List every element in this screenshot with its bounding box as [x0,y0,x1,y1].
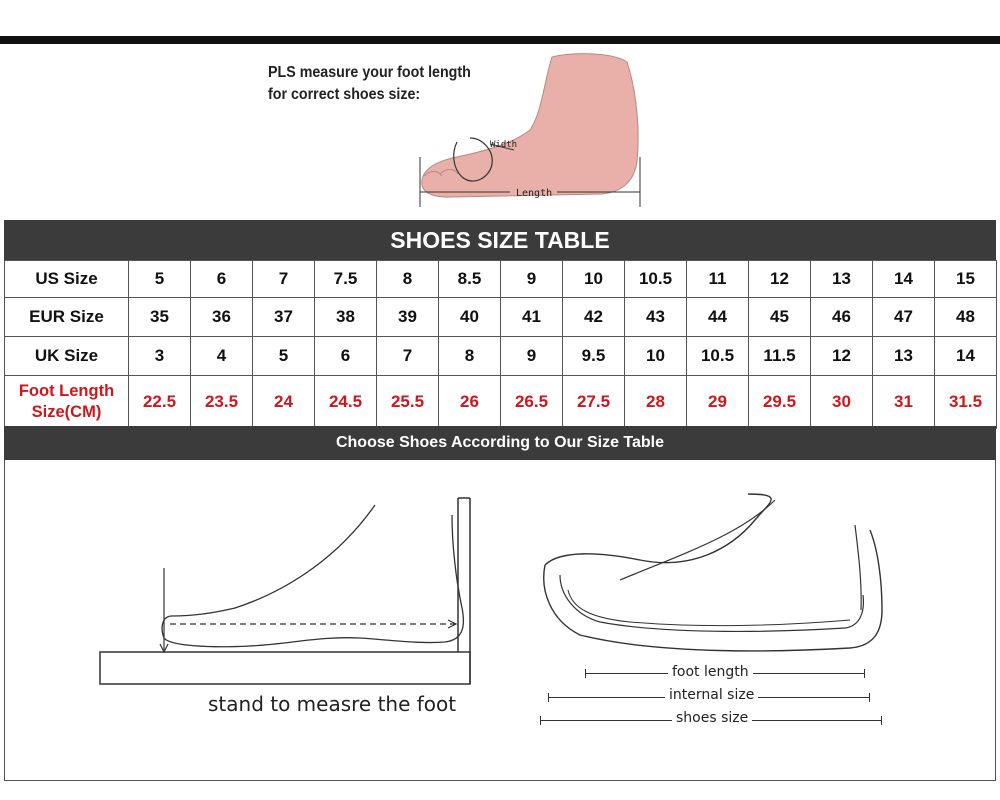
shoe-size-table [4,260,997,429]
uk-size-cell: 14 [935,337,997,376]
foot-length-label-line2: Size(CM) [31,403,102,421]
shoes-size-label-text: shoes size [672,710,752,726]
eur-size-cell: 39 [377,298,439,337]
foot-length-cell: 24.5 [315,376,377,429]
eur-size-row [5,298,997,337]
foot-length-cell: 28 [625,376,687,429]
foot-length-cell: 24 [253,376,315,429]
foot-length-cell: 22.5 [129,376,191,429]
uk-size-cell: 9.5 [563,337,625,376]
internal-size-label-text: internal size [665,687,758,703]
foot-length-label-line1: Foot Length [18,382,115,400]
foot-length-cell: 27.5 [563,376,625,429]
foot-length-cell: 26 [439,376,501,429]
choose-shoes-banner: Choose Shoes According to Our Size Table [4,426,996,460]
uk-size-cell: 13 [873,337,935,376]
us-size-cell: 8 [377,261,439,298]
us-size-cell: 7 [253,261,315,298]
stand-caption: stand to measre the foot [208,692,457,716]
foot-length-tick-right [864,669,865,678]
uk-size-cell: 7 [377,337,439,376]
foot-length-cell: 25.5 [377,376,439,429]
foot-length-row [5,376,997,429]
uk-size-cell: 5 [253,337,315,376]
eur-size-cell: 41 [501,298,563,337]
foot-length-cell: 29.5 [749,376,811,429]
uk-size-cell: 11.5 [749,337,811,376]
measure-instructions-line1: PLS measure your foot length [268,64,471,81]
us-size-cell: 9 [501,261,563,298]
eur-size-cell: 38 [315,298,377,337]
uk-size-cell: 10 [625,337,687,376]
uk-size-row [5,337,997,376]
foot-length-label [5,376,129,429]
foot-length-tick-left [585,669,586,678]
uk-size-cell: 6 [315,337,377,376]
foot-length-cell: 31.5 [935,376,997,429]
us-size-cell: 11 [687,261,749,298]
us-size-cell: 14 [873,261,935,298]
width-label: Width [490,140,518,150]
us-size-cell: 7.5 [315,261,377,298]
measure-instructions-line2: for correct shoes size: [268,86,421,103]
us-size-cell: 6 [191,261,253,298]
eur-size-label: EUR Size [5,298,129,337]
uk-size-cell: 4 [191,337,253,376]
uk-size-cell: 8 [439,337,501,376]
us-size-cell: 5 [129,261,191,298]
uk-size-cell: 3 [129,337,191,376]
eur-size-cell: 40 [439,298,501,337]
uk-size-label: UK Size [5,337,129,376]
eur-size-cell: 43 [625,298,687,337]
foot-length-cell: 30 [811,376,873,429]
eur-size-cell: 35 [129,298,191,337]
eur-size-cell: 46 [811,298,873,337]
shoes-size-tick-left [540,716,541,725]
us-size-cell: 10 [563,261,625,298]
standing-foot-diagram [90,490,490,700]
us-size-label: US Size [5,261,129,298]
us-size-cell: 8.5 [439,261,501,298]
internal-size-tick-left [548,693,549,702]
us-size-cell: 15 [935,261,997,298]
us-size-cell: 10.5 [625,261,687,298]
top-divider-bar [0,36,1000,44]
foot-length-label-text: foot length [668,664,753,680]
foot-length-cell: 26.5 [501,376,563,429]
eur-size-cell: 42 [563,298,625,337]
eur-size-cell: 47 [873,298,935,337]
length-label: Length [516,188,553,199]
us-size-cell: 13 [811,261,873,298]
foot-measure-illustration [412,52,662,212]
foot-length-cell: 23.5 [191,376,253,429]
eur-size-cell: 48 [935,298,997,337]
size-table-title: SHOES SIZE TABLE [4,220,996,260]
eur-size-cell: 45 [749,298,811,337]
us-size-cell: 12 [749,261,811,298]
uk-size-cell: 10.5 [687,337,749,376]
foot-length-cell: 31 [873,376,935,429]
internal-size-tick-right [869,693,870,702]
foot-length-cell: 29 [687,376,749,429]
eur-size-cell: 44 [687,298,749,337]
uk-size-cell: 12 [811,337,873,376]
uk-size-cell: 9 [501,337,563,376]
shoes-size-tick-right [881,716,882,725]
eur-size-cell: 36 [191,298,253,337]
eur-size-cell: 37 [253,298,315,337]
us-size-row [5,261,997,298]
